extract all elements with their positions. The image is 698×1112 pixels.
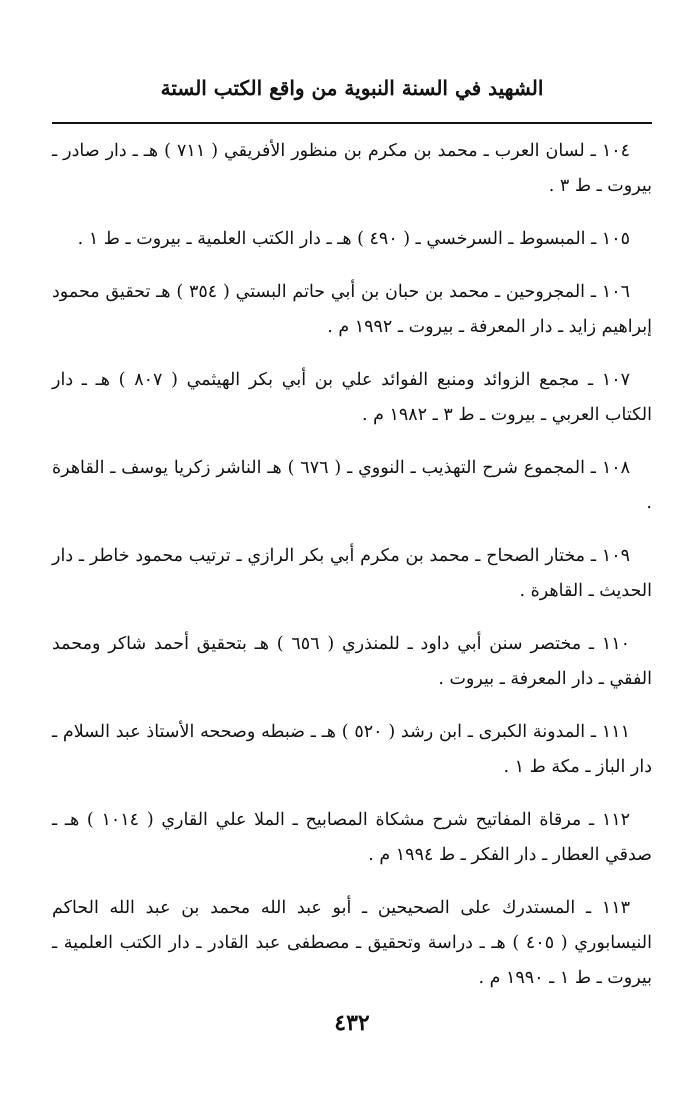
entry-number: ١١٣ — [601, 898, 630, 918]
entry-text: ـ لسان العرب ـ محمد بن مكرم بن منظور الأفريقي ( ٧١١ ) هـ ـ دار صادر ـ بيروت ـ ط ٣ . — [52, 141, 652, 196]
entry-text: ـ مرقاة المفاتيح شرح مشكاة المصابيح ـ الملا علي القاري ( ١٠١٤ ) هـ ـ صدقي العطار ـ دار الفكر ـ ط ١٩٩٤ م . — [52, 810, 652, 865]
entry-text: ـ المبسوط ـ السرخسي ـ ( ٤٩٠ ) هـ ـ دار الكتب العلمية ـ بيروت ـ ط ١ . — [77, 229, 602, 249]
bibliography-entry — [52, 539, 652, 609]
entry-number: ١٠٧ — [601, 370, 630, 390]
book-page — [52, 0, 652, 1112]
bibliography-entry — [52, 275, 652, 345]
running-header-title: الشهيد في السنة النبوية من واقع الكتب الستة — [160, 76, 544, 100]
bibliography-entry — [52, 891, 652, 996]
header-rule — [52, 122, 652, 124]
entry-number: ١٠٤ — [601, 141, 631, 161]
bibliography-list — [52, 134, 652, 1014]
bibliography-entry — [52, 715, 652, 785]
entry-number: ١٠٦ — [601, 282, 630, 302]
entry-text: ـ مختار الصحاح ـ محمد بن مكرم أبي بكر الرازي ـ ترتيب محمود خاطر ـ دار الحديث ـ القاهرة . — [52, 546, 652, 601]
entry-text: ـ المستدرك على الصحيحين ـ أبو عبد الله محمد بن عبد الله الحاكم النيسابوري ( ٤٠٥ ) هـ ـ دراسة وتحقيق ـ مصطفى عبد القادر ـ دار الكتب العلمية ـ بيروت ـ ط ١ ـ ١٩٩٠ م . — [52, 898, 652, 988]
entry-number: ١٠٥ — [601, 229, 630, 249]
entry-text: ـ مختصر سنن أبي داود ـ للمنذري ( ٦٥٦ ) هـ بتحقيق أحمد شاكر ومحمد الفقي ـ دار المعرفة ـ بيروت . — [52, 634, 652, 689]
entry-text: ـ المدونة الكبرى ـ ابن رشد ( ٥٢٠ ) هـ ـ ضبطه وصححه الأستاذ عبد السلام ـ دار الباز ـ مكة ط ١ . — [52, 722, 652, 777]
bibliography-entry — [52, 222, 652, 257]
entry-number: ١٠٩ — [601, 546, 630, 566]
bibliography-entry — [52, 363, 652, 433]
entry-text: ـ المجموع شرح التهذيب ـ النووي ـ ( ٦٧٦ ) هـ الناشر زكريا يوسف ـ القاهرة . — [52, 458, 652, 513]
entry-number: ١١٠ — [601, 634, 630, 654]
entry-number: ١١٢ — [601, 810, 631, 830]
entry-number: ١٠٨ — [601, 458, 631, 478]
bibliography-entry — [52, 134, 652, 204]
bibliography-entry — [52, 627, 652, 697]
entry-text: ـ المجروحين ـ محمد بن حبان بن أبي حاتم البستي ( ٣٥٤ ) هـ تحقيق محمود إبراهيم زايد ـ دار المعرفة ـ بيروت ـ ١٩٩٢ م . — [52, 282, 652, 337]
entry-number: ١١١ — [601, 722, 630, 742]
entry-text: ـ مجمع الزوائد ومنبع الفوائد علي بن أبي بكر الهيثمي ( ٨٠٧ ) هـ ـ دار الكتاب العربي ـ بيروت ـ ط ٣ ـ ١٩٨٢ م . — [52, 370, 652, 425]
bibliography-entry — [52, 451, 652, 521]
page-number: ٤٣٢ — [334, 1010, 370, 1036]
bibliography-entry — [52, 803, 652, 873]
